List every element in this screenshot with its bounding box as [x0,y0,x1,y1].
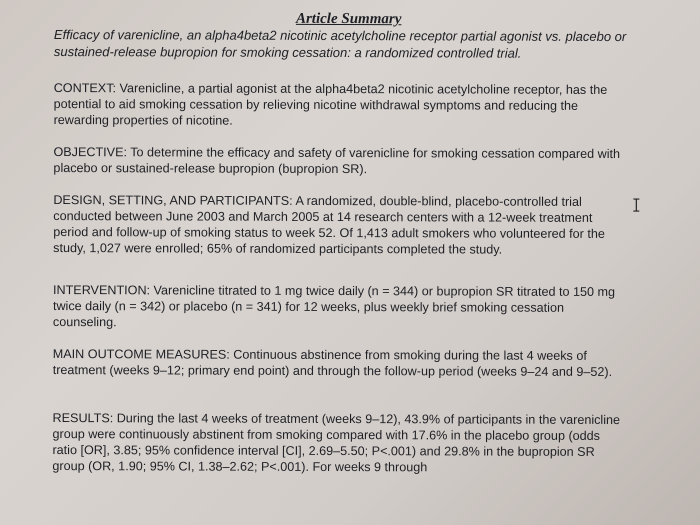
results-paragraph: RESULTS: During the last 4 weeks of treatment (weeks 9–12), 43.9% of participants in the varenicline group were continuously abstinent from smoking compared with 17.6% in the placebo group (odds ratio [OR], 3.85; 95% confidence interval [CI], 2.69–5.50; P<.001) and 29.8% in the bupropion SR group (OR, 1.90; 95% CI, 1.38–2.62; P<.001). For weeks 9 through [52,411,621,475]
article-title: Efficacy of varenicline, an alpha4beta2 nicotinic acetylcholine receptor partial agonist vs. placebo or sustained-release bupropion for smoking cessation: a randomized controlled trial. [53,27,627,61]
context-paragraph: CONTEXT: Varenicline, a partial agonist at the alpha4beta2 nicotinic acetylcholine receptor, has the potential to aid smoking cessation by relieving nicotine withdrawal symptoms and reducing the rewarding properties of nicotine. [53,81,608,128]
design-paragraph: DESIGN, SETTING, AND PARTICIPANTS: A randomized, double-blind, placebo-controlled trial conducted between June 2003 and March 2005 at 14 research centers with a 12-week treatment period and follow-up of smoking status to week 52. Of 1,413 adult smokers who volunteered for the study, 1,027 were enrolled; 65% of randomized participants completed the study. [53,193,605,257]
text-cursor-icon [632,198,640,212]
objective-paragraph: OBJECTIVE: To determine the efficacy and safety of varenicline for smoking cessation compared with placebo or sustained-release bupropion (bupropion SR). [53,145,621,177]
document-page [46,10,638,522]
main-outcome-paragraph: MAIN OUTCOME MEASURES: Continuous abstinence from smoking during the last 4 weeks of treatment (weeks 9–12; primary end point) and through the follow-up period (weeks 9–24 and 9–52). [52,347,613,379]
summary-heading: Article Summary [295,10,402,28]
intervention-paragraph: INTERVENTION: Varenicline titrated to 1 mg twice daily (n = 344) or bupropion SR titrated to 150 mg twice daily (n = 342) or placebo (n = 341) for 12 weeks, plus weekly brief smoking cessation counseling. [52,283,616,330]
